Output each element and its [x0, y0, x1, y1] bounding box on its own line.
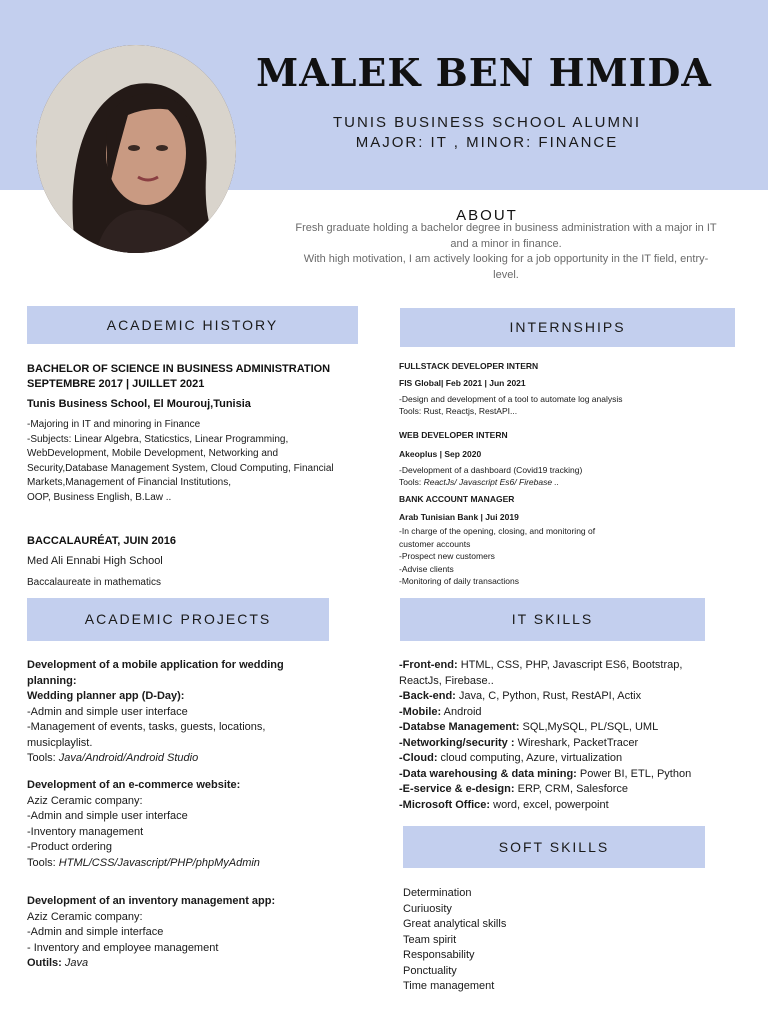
bachelor-details: [27, 418, 334, 505]
bac-details: Baccalaureate in mathematics: [27, 577, 161, 588]
skill-value: Power BI, ETL, Python: [576, 767, 692, 780]
it-skills-header: IT SKILLS: [400, 598, 705, 641]
degree-bachelor-dates: SEPTEMBRE 2017 | JUILLET 2021: [27, 378, 205, 390]
detail-line: Security,Database Management System, Cloud Computing, Financial: [27, 462, 334, 474]
project-line: Aziz Ceramic company:: [27, 910, 143, 923]
tools-prefix: Tools:: [399, 477, 424, 487]
degree-bachelor: BACHELOR OF SCIENCE IN BUSINESS ADMINISTRATION: [27, 363, 331, 375]
skill-value: ReactJs, Firebase..: [399, 674, 494, 687]
tools-value: Java: [64, 957, 89, 969]
skill-item: [399, 798, 691, 814]
project-title: Development of a mobile application for wedding: [27, 659, 284, 671]
skill-label: -Front-end:: [399, 659, 458, 671]
skill-value: word, excel, powerpoint: [490, 798, 609, 811]
tools-value: HTML/CSS/Javascript/PHP/phpMyAdmin: [58, 856, 260, 869]
internship-line: -Development of a dashboard (Covid19 tracking): [399, 465, 583, 475]
skill-item: [399, 720, 691, 736]
skill-item: [399, 705, 691, 721]
skill-value: SQL,MySQL, PL/SQL, UML: [519, 721, 659, 733]
skill-item: [399, 674, 691, 690]
internship-line: customer accounts: [399, 538, 471, 549]
school-tbs: Tunis Business School, El Mourouj,Tunisia: [27, 398, 251, 410]
project-line: -Product ordering: [27, 841, 112, 853]
project-line: musicplaylist.: [27, 736, 93, 749]
skill-value: Wireshark, PacketTracer: [514, 736, 639, 749]
internship-bank-lines: [399, 525, 595, 588]
about-title: ABOUT: [456, 207, 518, 224]
detail-line: WebDevelopment, Mobile Development, Networking and: [27, 448, 279, 459]
soft-skill-item: Time management: [403, 980, 495, 992]
internships-header: INTERNSHIPS: [400, 308, 735, 347]
internship-line: Tools: Rust, Reactjs, RestAPI...: [399, 406, 518, 416]
project-ecommerce: [27, 778, 260, 871]
soft-skill-item: Great analytical skills: [403, 918, 507, 930]
project-tools: [27, 856, 260, 872]
soft-skill-item: Ponctuality: [403, 964, 457, 977]
project-subtitle: Wedding planner app (D-Day):: [27, 690, 185, 702]
skill-label: -E-service & e-design:: [399, 783, 515, 795]
internship-role: BANK ACCOUNT MANAGER: [399, 494, 515, 504]
project-line: Aziz Ceramic company:: [27, 794, 143, 807]
skill-value: HTML, CSS, PHP, Javascript ES6, Bootstrap,: [457, 659, 683, 671]
skill-value: cloud computing, Azure, virtualization: [437, 752, 623, 764]
it-skills-list: [399, 658, 691, 813]
subtitle-alumni: TUNIS BUSINESS SCHOOL ALUMNI: [333, 114, 641, 131]
about-line: and a minor in finance.: [450, 237, 562, 250]
project-title: Development of an e-commerce website:: [27, 779, 241, 791]
internship-tools: [399, 476, 559, 489]
subtitle-major: MAJOR: IT , MINOR: FINANCE: [355, 134, 619, 151]
about-line: Fresh graduate holding a bachelor degree in business administration with a major in IT: [295, 222, 717, 234]
project-inventory: [27, 894, 275, 972]
soft-skill-item: Responsability: [403, 949, 475, 961]
internship-line: -Design and development of a tool to automate log analysis: [399, 394, 623, 404]
skill-label: -Cloud:: [399, 752, 438, 764]
skill-value: Android: [441, 705, 482, 718]
project-tools: [27, 751, 284, 767]
skill-label: -Networking/security :: [399, 736, 515, 749]
skill-label: -Microsoft Office:: [399, 798, 491, 811]
internship-line: -Advise clients: [399, 563, 454, 574]
detail-line: Markets,Management of Financial Institutions,: [27, 477, 231, 488]
project-wedding: [27, 658, 284, 767]
profile-photo: [36, 45, 236, 253]
soft-skills-list: [403, 886, 506, 995]
project-title: Development of an inventory management app:: [27, 895, 276, 907]
school-highschool: Med Ali Ennabi High School: [27, 555, 163, 567]
tools-prefix: Tools:: [27, 856, 59, 869]
tools-value: ReactJs/ Javascript Es6/ Firebase ..: [423, 477, 560, 487]
skill-value: ERP, CRM, Salesforce: [514, 783, 629, 795]
degree-bac: BACCALAURÉAT, JUIN 2016: [27, 535, 176, 547]
skill-label: -Databse Management:: [399, 721, 520, 733]
skill-label: -Mobile:: [399, 705, 442, 718]
internship-line: -Monitoring of daily transactions: [399, 576, 520, 586]
skill-item: [399, 689, 691, 705]
tools-value: Java/Android/Android Studio: [58, 752, 199, 764]
skill-item: [399, 736, 691, 752]
internship-company: Arab Tunisian Bank | Jui 2019: [399, 512, 519, 522]
skill-item: [399, 782, 691, 798]
about-text: [286, 221, 726, 283]
project-line: -Management of events, tasks, guests, locations,: [27, 721, 266, 733]
internship-line: -Prospect new customers: [399, 551, 495, 561]
soft-skills-header: SOFT SKILLS: [403, 826, 705, 868]
internship-company: Akeoplus | Sep 2020: [399, 449, 482, 459]
internship-role: FULLSTACK DEVELOPER INTERN: [399, 361, 539, 371]
project-line: -Admin and simple user interface: [27, 810, 188, 822]
internship-company: FIS Global| Feb 2021 | Jun 2021: [399, 378, 526, 388]
soft-skill-item: Team spirit: [403, 933, 457, 946]
skill-item: [399, 767, 691, 783]
project-line: -Admin and simple interface: [27, 926, 164, 938]
about-line: level.: [493, 268, 519, 281]
project-line: -Admin and simple user interface: [27, 705, 188, 718]
project-line: -Inventory management: [27, 825, 144, 838]
candidate-name: MALEK BEN HMIDA: [256, 50, 712, 95]
skill-item: [399, 751, 691, 767]
internship-line: -In charge of the opening, closing, and monitoring of: [399, 526, 596, 536]
skill-item: [399, 658, 691, 674]
detail-line: -Majoring in IT and minoring in Finance: [27, 419, 201, 430]
detail-line: OOP, Business English, B.Law ..: [27, 491, 172, 503]
about-line: With high motivation, I am actively looking for a job opportunity in the IT field, entry-: [303, 253, 709, 265]
skill-label: -Back-end:: [399, 690, 456, 702]
skill-value: Java, C, Python, Rust, RestAPI, Actix: [455, 690, 642, 702]
internship-role: WEB DEVELOPER INTERN: [399, 430, 508, 440]
project-tools: [27, 956, 275, 972]
soft-skill-item: Curiuosity: [403, 902, 452, 915]
tools-prefix: Outils:: [27, 957, 65, 969]
academic-history-header: ACADEMIC HISTORY: [27, 306, 358, 344]
detail-line: -Subjects: Linear Algebra, Staticstics, Linear Programming,: [27, 433, 289, 445]
project-line: - Inventory and employee management: [27, 941, 219, 954]
soft-skill-item: Determination: [403, 887, 472, 899]
tools-prefix: Tools:: [27, 752, 59, 764]
academic-projects-header: ACADEMIC PROJECTS: [27, 598, 329, 641]
project-title: planning:: [27, 674, 77, 687]
skill-label: -Data warehousing & data mining:: [399, 767, 577, 780]
